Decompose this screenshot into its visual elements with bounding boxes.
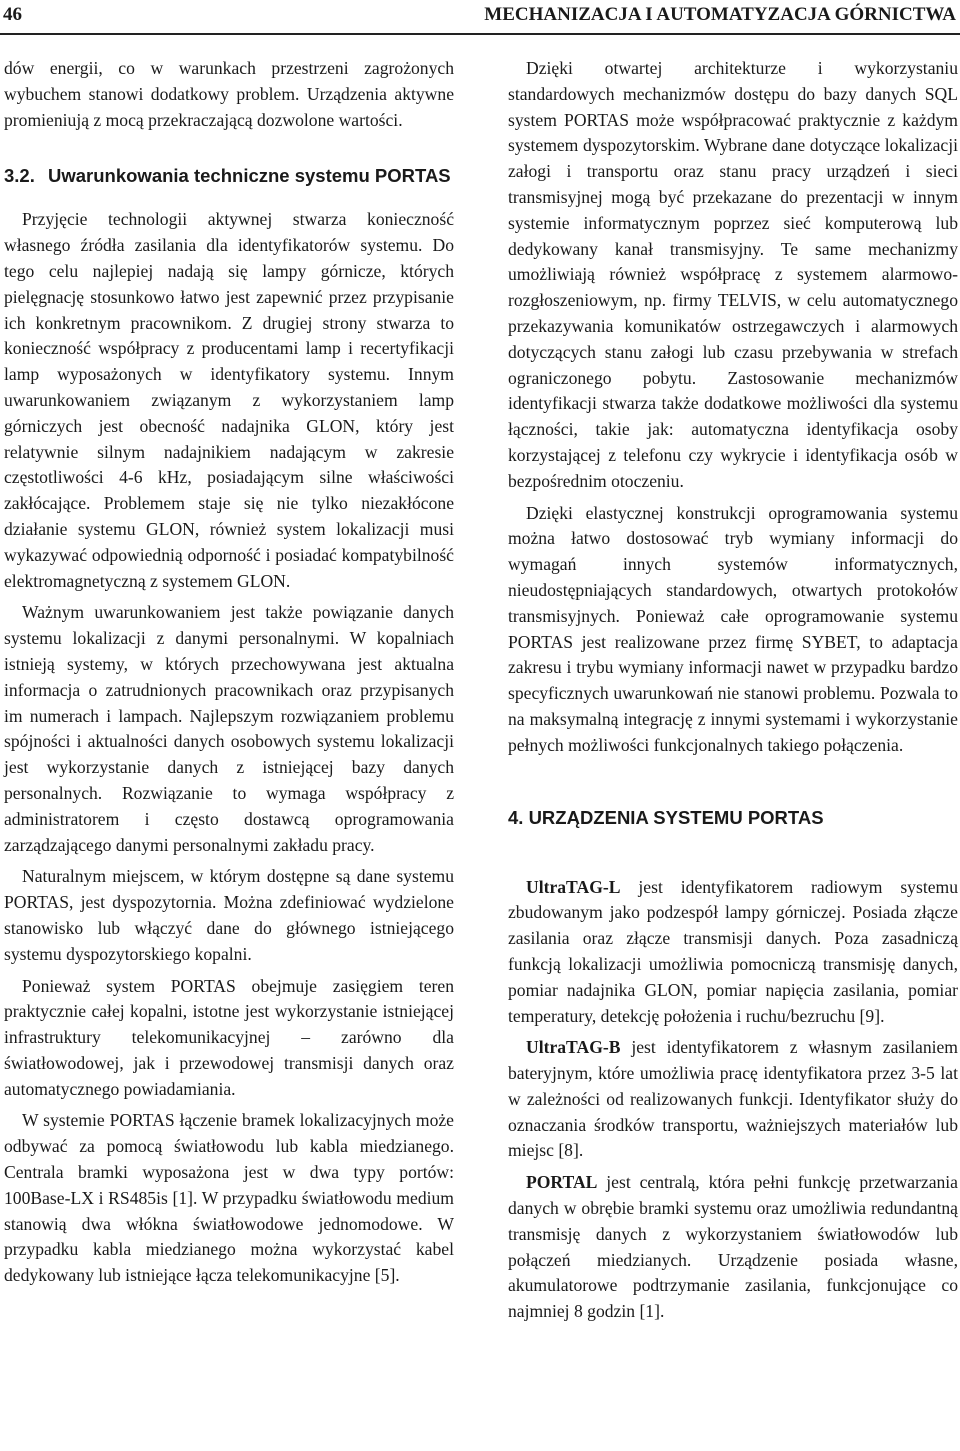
page-header (0, 0, 960, 36)
spacer (4, 189, 454, 207)
spacer (4, 133, 454, 163)
left-column (4, 56, 454, 1289)
section-number: 3.2. (4, 165, 35, 187)
paragraph: Ponieważ system PORTAS obejmuje zasięgiem teren praktycznie całej kopalni, istotne jest wykorzystanie istniejącej infrastruktury telekomunikacyjnej – zarówno dla światłowodowej, jak i przewodowej transmisji danych oraz automatycznego powiadamiania. (4, 975, 454, 1099)
page-number: 46 (3, 4, 22, 25)
section-heading-4: 4. URZĄDZENIA SYSTEMU PORTAS (508, 806, 824, 828)
paragraph: Przyjęcie technologii aktywnej stwarza konieczność własnego źródła zasilania dla identyfikatorów systemu. Do tego celu najlepiej nadają się lampy górnicze, których pielęgnację stosunkowo łatwo jest zapewnić przez przypisanie ich konkretnym pracownikom. Z drugiej strony stwarza to konieczność współpracy z producentami lamp i recertyfikacji lamp wyposażonych w identyfikatory systemu. Innym uwarunkowaniem związanym z wykorzystaniem lamp górniczych jest obecność nadajnika GLON, który jest relatywnie silnym nadajnikiem nadającym w zakresie częstotliwości 4-6 kHz, posiadającym silne właściwości zakłócające. Problemem staje się nie tylko niezakłócone działanie systemu GLON, również system lokalizacji musi wykazywać odpowiednią odporność i posiadać kompatybilność elektromagnetyczną z systemem GLON. (4, 209, 454, 591)
paragraph: Ważnym uwarunkowaniem jest także powiązanie danych systemu lokalizacji z danymi personalnymi. W kopalniach istnieją systemy, w których przechowywana jest aktualna informacja o zatrudnionych pracownikach oraz przypisanych im numerach i lampach. Najlepszym rozwiązaniem problemu spójności i aktualności danych osobowych systemu lokalizacji jest wykorzystanie danych z istniejącej bazy danych personalnych. Rozwiązanie to wymaga współpracy z administratorem i często dostawcą oprogramowania zarządzającego danymi personalnymi zakładu pracy. (4, 602, 454, 855)
section-heading-3-2 (4, 163, 454, 189)
device-description: jest identyfikatorem z własnym zasilaniem bateryjnym, które umożliwia pracę identyfikatora przez 3-5 lat w zależności od realizowanych funkcji. Identyfikator służy do oznaczania środków transportu, ważniejszych materiałów lub miejsc [8]. (508, 1037, 958, 1161)
paragraph: Naturalnym miejscem, w którym dostępne są dane systemu PORTAS, jest dyspozytornia. Można zdefiniować wydzielone stanowisko lub włączyć dane do głównego istniejącego systemu dyspozytorskiego kopalni. (4, 866, 454, 964)
paragraph: Dzięki elastycznej konstrukcji oprogramowania systemu można łatwo dostosować tryb wymiany informacji do wymagań innych systemów informatycznych, nieudostępniających standardowych, otwartych protokołów transmisyjnych. Ponieważ całe oprogramowanie systemu PORTAS jest realizowane przez firmę SYBET, to adaptacja zakresu i trybu wymiany informacji nawet w przypadku bardzo specyficznych uwarunkowań nie stanowi problemu. Pozwala to na maksymalną integrację z innymi systemami i wykorzystanie pełnych możliwości funkcjonalnych takiego połączenia. (508, 502, 958, 755)
device-description: jest identyfikatorem radiowym systemu zbudowanym jako podzespół lampy górniczej. Posiada złącze zasilania oraz złącze transmisji danych. Poza zasadniczą funkcją lokalizacji umożliwia pomocniczą transmisję danych, pomiar nadajnika GLON, pomiar napięcia zasilania, pomiar temperatury, detekcję położenia i ruchu/bezruchu [9]. (508, 876, 958, 1026)
paragraph: Dzięki otwartej architekturze i wykorzystaniu standardowych mechanizmów dostępu do bazy danych SQL system PORTAS może współpracować praktycznie z każdym systemem dyspozytorskim. Wybrane dane dotyczące lokalizacji załogi i transportu oraz stanu pracy urządzeń i sieci transmisyjnej mogą być przekazane do prezentacji w innym systemie informatycznym poprzez sieć komputerową lub dedykowany kanał transmisyjny. Te same mechanizmy umożliwiają również współpracę z systemem alarmowo-rozgłoszeniowym, np. firmy TELVIS, w celu automatycznego przekazywania komunikatów ostrzegawczych i alarmowych dotyczących stanu załogi lub czasu przebywania w strefach ograniczonego pobytu. Zastosowanie mechanizmów identyfikacji stwarza także dodatkowe możliwości dla systemu łączności, takie jak: automatyczna identyfikacja osoby korzystającej z telefonu czy wykrycie i identyfikacja osób w bezpośrednim otoczeniu. (508, 58, 958, 491)
header-rule (0, 33, 960, 35)
spacer (508, 759, 958, 805)
paragraph (508, 1170, 958, 1325)
paragraph: W systemie PORTAS łączenie bramek lokalizacyjnych może odbywać za pomocą światłowodu lub kabla miedzianego. Centrala bramki wyposażona jest w dwa typy portów: 100Base-LX i RS485is [1]. W przypadku światłowodu medium stanowią dwa włókna światłowodowe jednomodowe. W przypadku kabla miedzianego można wykorzystać kabel dedykowany lub istniejące łącza telekomunikacyjne [5]. (4, 1110, 454, 1286)
paragraph (508, 1035, 958, 1164)
device-name: PORTAL (526, 1172, 598, 1193)
journal-title: MECHANIZACJA I AUTOMATYZACJA GÓRNICTWA (484, 4, 956, 25)
section-title: Uwarunkowania techniczne systemu PORTAS (48, 165, 451, 187)
spacer (508, 831, 958, 875)
intro-paragraph: dów energii, co w warunkach przestrzeni zagrożonych wybuchem stanowi dodatkowy problem. Urządzenia aktywne promieniują z mocą przekraczającą dozwolone wartości. (4, 58, 454, 130)
paragraph (508, 875, 958, 1030)
right-column (508, 56, 958, 1325)
device-name: UltraTAG-L (526, 876, 621, 897)
device-description: jest centralą, która pełni funkcję przetwarzania danych w obrębie bramki systemu oraz umożliwia redundantną transmisję danych z wykorzystaniem światłowodów lub połączeń miedzianych. Urządzenie posiada własne, akumulatorowe podtrzymanie zasilania, funkcjonujące co najmniej 8 godzin [1]. (508, 1172, 958, 1322)
device-name: UltraTAG-B (526, 1037, 621, 1058)
